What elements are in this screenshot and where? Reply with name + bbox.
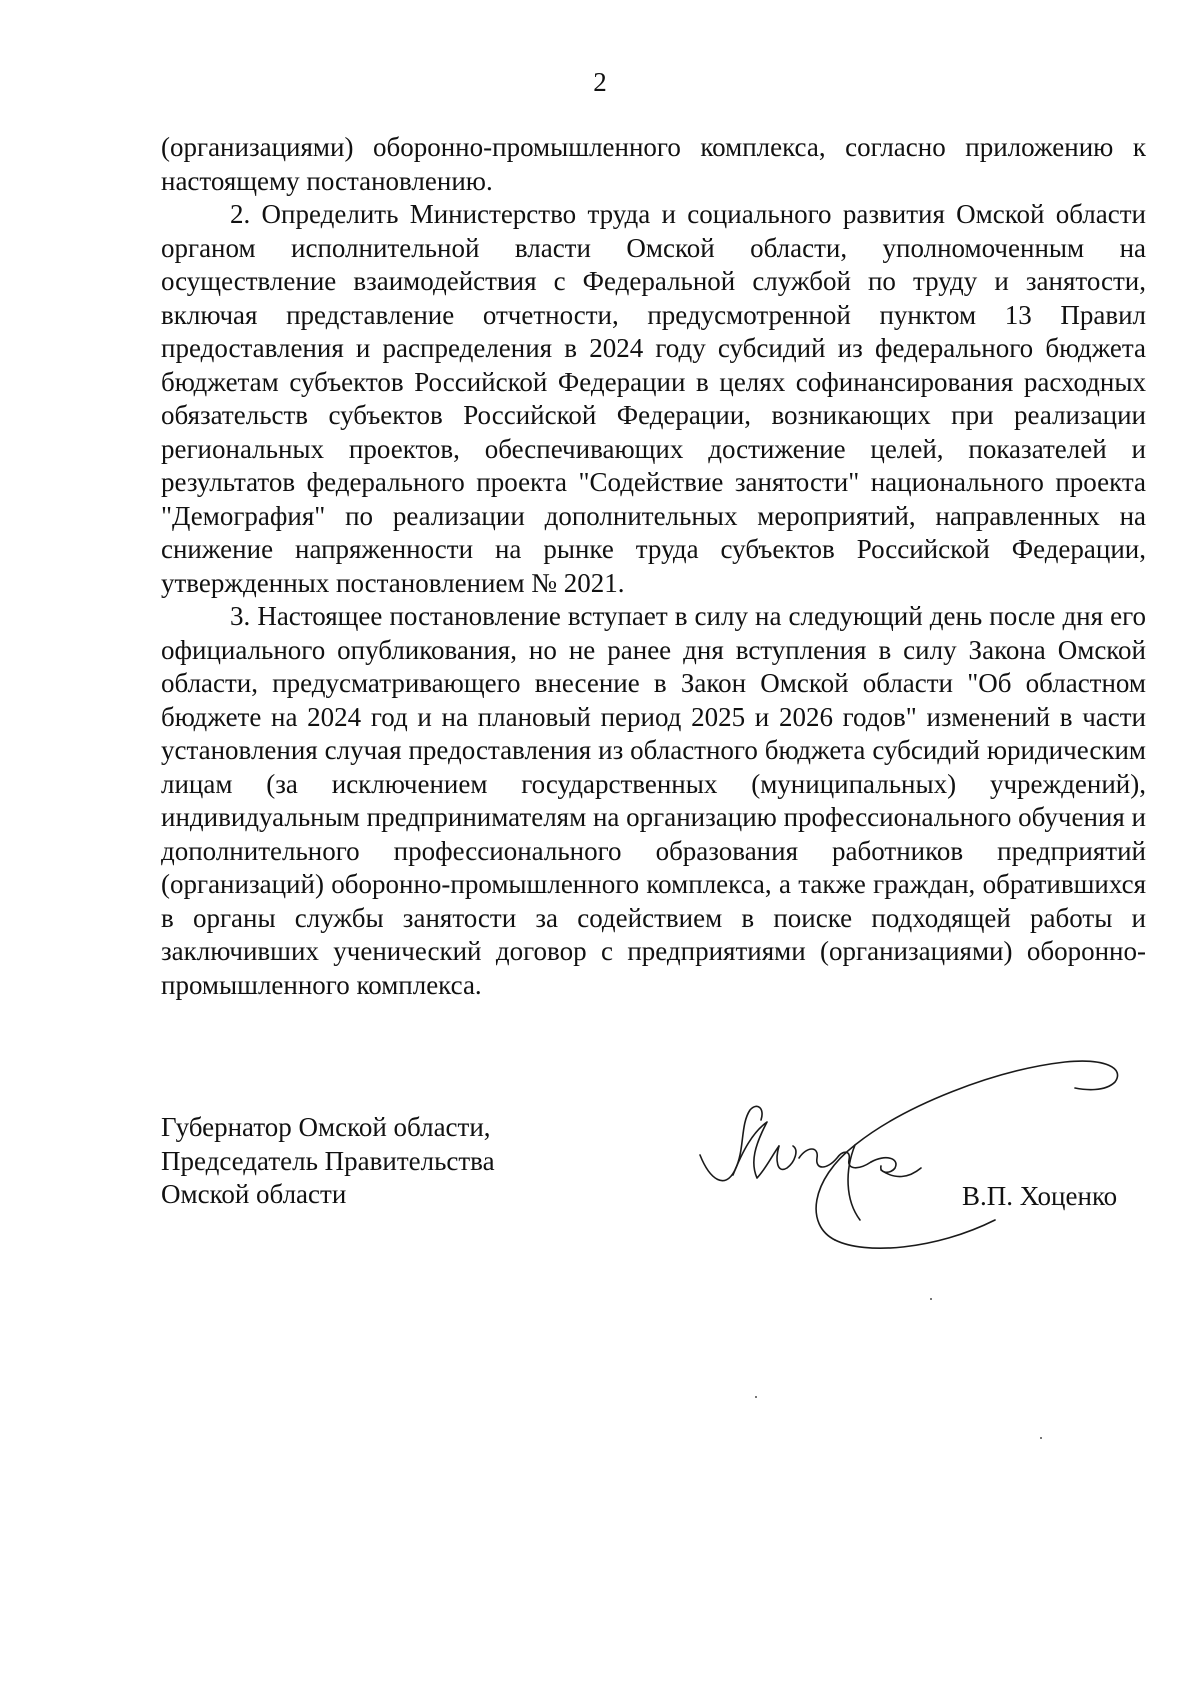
position-line-2: Председатель Правительства <box>161 1145 495 1176</box>
page-number: 2 <box>593 67 607 97</box>
signer-name: В.П. Хоценко <box>962 1181 1118 1211</box>
handwritten-signature <box>695 1050 1135 1265</box>
document-body <box>161 131 1146 1002</box>
position-line-1: Губернатор Омской области, <box>161 1112 491 1142</box>
paragraph-continuation: (организациями) оборонно-промышленного комплекса, согласно приложению к настоящему постановлению. <box>161 132 1146 196</box>
paragraph-item-2: 2. Определить Министерство труда и социального развития Омской области органом исполнительной власти Омской области, уполномоченным на осуществление взаимодействия с Федеральной службой по труду и занятости, включая представление отчетности, предусмотренной пунктом 13 Правил предоставления и распределения в 2024 году субсидий из федерального бюджета бюджетам субъектов Российской Федерации в целях софинансирования расходных обязательств субъектов Российской Федерации, возникающих при реализации региональных проектов, обеспечивающих достижение целей, показателей и результатов федерального проекта "Содействие занятости" национального проекта "Демография" по реализации дополнительных мероприятий, направленных на снижение напряженности на рынке труда субъектов Российской Федерации, утвержденных постановлением № 2021. <box>161 199 1146 598</box>
scan-speck <box>755 1396 757 1398</box>
position-line-3: Омской области <box>161 1179 347 1209</box>
scan-speck <box>930 1298 932 1300</box>
paragraph-item-3: 3. Настоящее постановление вступает в силу на следующий день после дня его официального опубликования, но не ранее дня вступления в силу Закона Омской области, предусматривающего внесение в Закон Омской области "Об областном бюджете на 2024 год и на плановый период 2025 и 2026 годов" изменений в части установления случая предоставления из областного бюджета субсидий юридическим лицам (за исключением государственных (муниципальных) учреждений), индивидуальным предпринимателям на организацию профессионального обучения и дополнительного профессионального образования работников предприятий (организаций) оборонно-промышленного комплекса, а также граждан, обратившихся в органы службы занятости за содействием в поиске подходящей работы и заключивших ученический договор с предприятиями (организациями) оборонно-промышленного комплекса. <box>161 601 1146 1000</box>
signatory-position <box>161 1111 495 1212</box>
scan-speck <box>1040 1437 1042 1439</box>
